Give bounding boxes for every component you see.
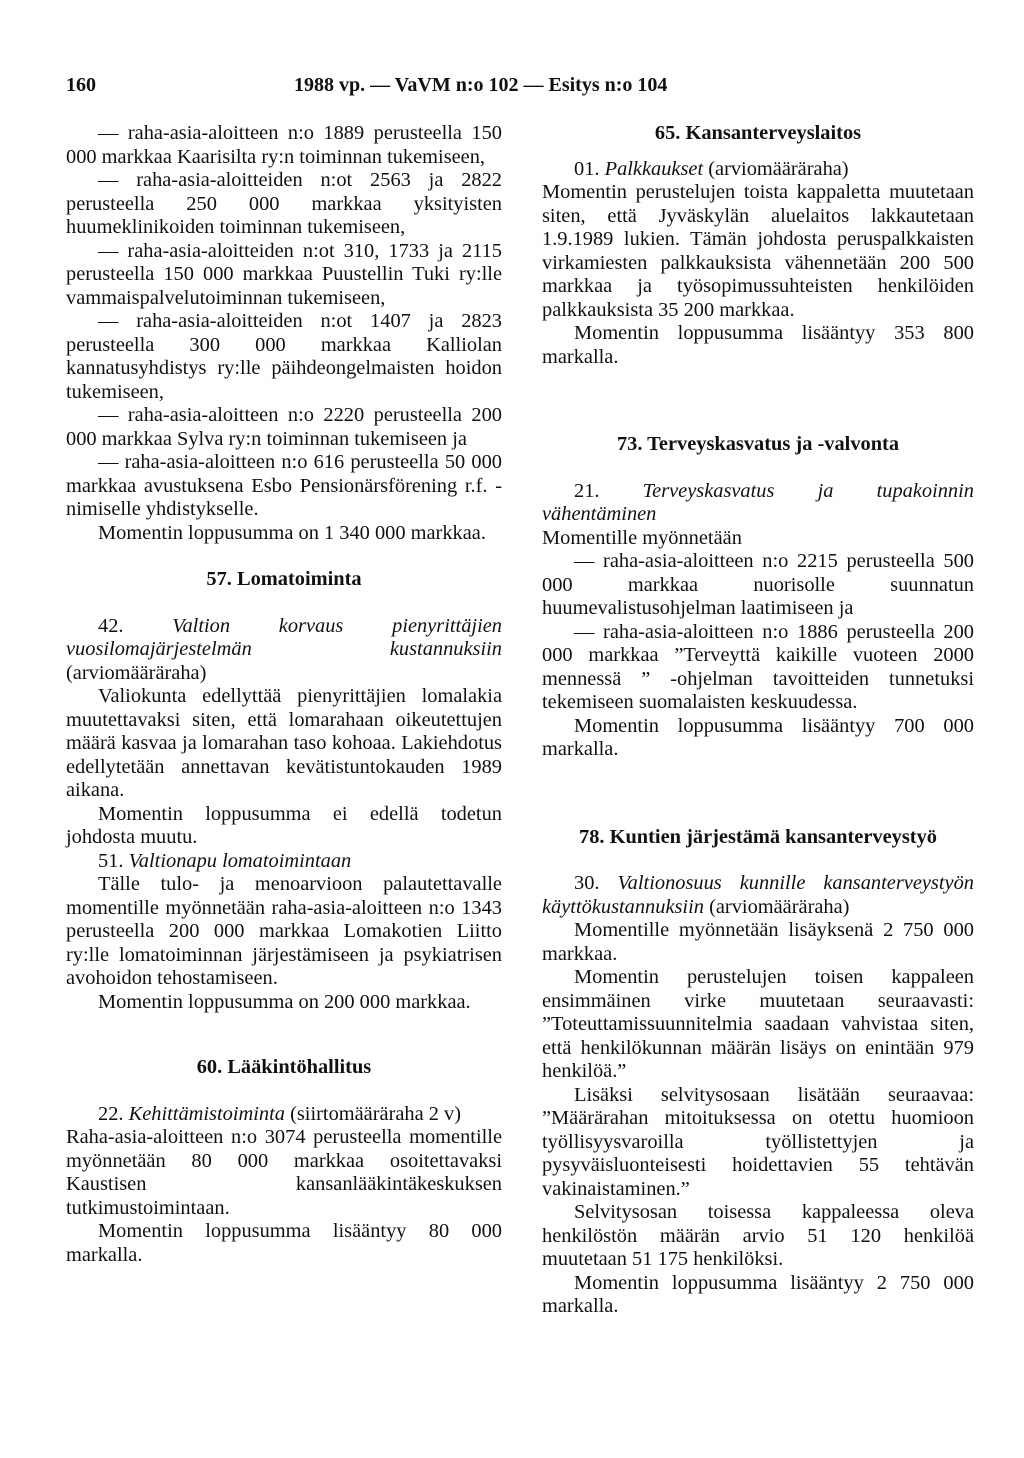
- section-heading: 65. Kansanterveyslaitos: [654, 122, 862, 144]
- item-type: (arviomääräraha): [66, 661, 207, 684]
- section-heading: 60. Lääkintöhallitus: [196, 1056, 372, 1078]
- paragraph: — raha-asia-aloitteen n:o 1886 perusteella 200 000 markkaa ”Terveyttä kaikille vuoteen 2000 mennessä ” -ohjelman tavoitteiden tunnetuksi tekemiseen suomalaisten keskuudessa.: [542, 620, 974, 713]
- paragraph: Momentin loppusumma lisääntyy 80 000 markalla.: [66, 1220, 502, 1266]
- paragraph: Momentin loppusumma lisääntyy 700 000 markalla.: [542, 714, 974, 760]
- item-type: (arviomääräraha): [708, 157, 849, 180]
- item-title: Valtionosuus kunnille kansanterveystyön käyttökustannuksiin: [542, 872, 974, 918]
- item-number: 01.: [574, 157, 600, 180]
- paragraph: Momentin loppusumma on 200 000 markkaa.: [98, 990, 471, 1013]
- paragraph: Lisäksi selvitysosaan lisätään seuraavaa: ”Määrärahan mitoituksessa on otettu huomioon työllisyysvaroilla työllistettyjen ja pysyväisluonteisesti hoidettavien 55 tehtävän vakinaistaminen.”: [542, 1083, 974, 1200]
- paragraph: Valiokunta edellyttää pienyrittäjien lomalakia muutettavaksi siten, että lomarahaan oikeutettujen määrä kasvaa ja lomarahan taso kohoaa. Lakiehdotus edellytetään annettavan kevätistuntokauden 1989 aikana.: [66, 685, 502, 801]
- item-heading: [542, 158, 974, 182]
- item-number: 22.: [98, 1102, 124, 1125]
- paragraph: — raha-asia-aloitteen n:o 616 perusteella 50 000 markkaa avustuksena Esbo Pensionärsförening r.f. -nimiselle yhdistykselle.: [66, 451, 502, 520]
- item-title: Kehittämistoiminta: [128, 1102, 285, 1125]
- paragraph: Momentin perustelujen toisen kappaleen ensimmäinen virke muutetaan seuraavasti: ”Toteuttamissuunnitelmia saadaan vahvistaa siten, että henkilökunnan määrän lisäys on enintään 979 henkilöä.”: [542, 966, 974, 1082]
- item-heading: [542, 872, 974, 919]
- paragraph: Momentin loppusumma ei edellä todetun johdosta muutu.: [66, 802, 502, 848]
- paragraph: — raha-asia-aloitteiden n:ot 310, 1733 ja 2115 perusteella 150 000 markkaa Puustellin Tuki ry:lle vammaispalvelutoiminnan tukemiseen,: [66, 239, 502, 309]
- item-title: Terveyskasvatus ja tupakoinnin vähentäminen: [542, 479, 974, 525]
- item-number: 51.: [98, 849, 124, 872]
- paragraph: Momentille myönnetään lisäyksenä 2 750 000 markkaa.: [542, 919, 974, 965]
- left-column: [66, 122, 502, 1267]
- item-number: 21.: [574, 479, 600, 502]
- paragraph: — raha-asia-aloitteiden n:ot 1407 ja 2823 perusteella 300 000 markkaa Kalliolan kannatusyhdistys ry:lle päihdeongelmaisten hoidon tukemiseen,: [66, 310, 502, 403]
- item-title: Valtion korvaus pienyrittäjien vuosilomajärjestelmän kustannuksiin: [66, 614, 502, 660]
- item-heading: [66, 1103, 502, 1127]
- paragraph: — raha-asia-aloitteen n:o 2215 perusteella 500 000 markkaa nuorisolle suunnatun huumevalistusohjelman laatimiseen ja: [542, 550, 974, 619]
- paragraph: Raha-asia-aloitteen n:o 3074 perusteella momentille myönnetään 80 000 markkaa osoitettavaksi Kaustisen kansanlääkintäkeskuksen tutkimustoimintaan.: [66, 1126, 502, 1219]
- item-title: Valtionapu lomatoimintaan: [128, 849, 352, 872]
- paragraph: Selvitysosan toisessa kappaleessa oleva henkilöstön määrän arvio 51 120 henkilöä muutetaan 51 175 henkilöksi.: [542, 1201, 974, 1270]
- page-number: 160: [66, 74, 96, 96]
- paragraph: Momentille myönnetään: [542, 526, 742, 549]
- paragraph: Momentin perustelujen toista kappaletta muutetaan siten, että Jyväskylän aluelaitos lakkautetaan 1.9.1989 lukien. Tämän johdosta peruspalkkaisten virkamiesten palkkauksista vähennetään 200 500 markkaa ja työsopimussuhteisten henkilöiden palkkauksista 35 200 markkaa.: [542, 181, 974, 321]
- item-number: 42.: [98, 614, 124, 637]
- paragraph: Tälle tulo- ja menoarvioon palautettavalle momentille myönnetään raha-asia-aloitteen n:o 1343 perusteella 200 000 markkaa Lomakotien Liitto ry:lle lomatoiminnan järjestämiseen ja psykiatrisen avohoidon tehostamiseen.: [66, 873, 502, 989]
- paragraph: — raha-asia-aloitteen n:o 2220 perusteella 200 000 markkaa Sylva ry:n toiminnan tukemiseen ja: [66, 404, 502, 450]
- item-title: Palkkaukset: [604, 157, 704, 180]
- item-heading: [66, 850, 502, 874]
- section-heading: 73. Terveyskasvatus ja -valvonta: [616, 433, 900, 455]
- item-number: 30.: [574, 872, 600, 894]
- item-heading: [66, 615, 502, 686]
- section-heading: 78. Kuntien järjestämä kansanterveystyö: [579, 825, 937, 848]
- paragraph: Momentin loppusumma lisääntyy 2 750 000 markalla.: [542, 1271, 974, 1317]
- paragraph: Momentin loppusumma on 1 340 000 markkaa.: [98, 521, 486, 544]
- section-heading: 57. Lomatoiminta: [206, 568, 362, 590]
- page-header: [66, 74, 966, 104]
- paragraph: Momentin loppusumma lisääntyy 353 800 markalla.: [542, 322, 974, 368]
- item-type: (arviomääräraha): [709, 895, 850, 918]
- running-head: 1988 vp. — VaVM n:o 102 — Esitys n:o 104: [294, 74, 668, 96]
- item-type: (siirtomääräraha 2 v): [290, 1102, 462, 1125]
- paragraph: — raha-asia-aloitteen n:o 1889 perusteella 150 000 markkaa Kaarisilta ry:n toiminnan tukemiseen,: [66, 122, 502, 168]
- paragraph: — raha-asia-aloitteiden n:ot 2563 ja 2822 perusteella 250 000 markkaa yksityisten huumeklinikoiden toiminnan tukemiseen,: [66, 169, 502, 238]
- item-heading: [542, 480, 974, 527]
- right-column: [542, 122, 974, 1319]
